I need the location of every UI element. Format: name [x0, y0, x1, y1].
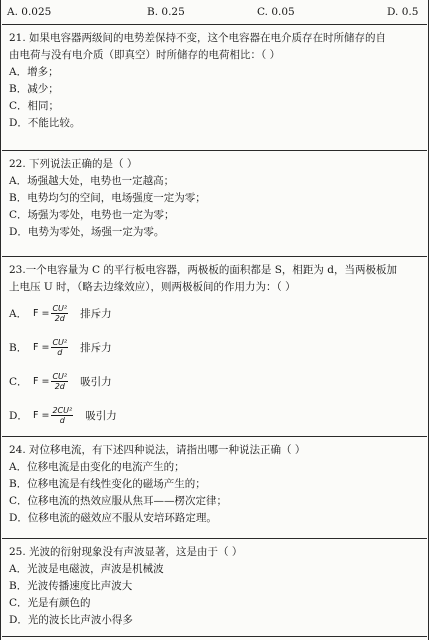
formula-lhs: F =	[33, 409, 50, 421]
option-label: A．	[9, 307, 28, 320]
numerator: CU²	[52, 371, 68, 381]
option-label: B．	[9, 341, 28, 354]
option-a: A. 0.025	[7, 6, 52, 18]
fraction	[51, 304, 68, 323]
option: A．场强越大处，电势也一定越高；	[9, 175, 175, 187]
formula-lhs: F =	[33, 341, 50, 353]
numerator: CU²	[52, 337, 68, 347]
divider	[2, 150, 427, 151]
option-b-row	[9, 330, 420, 364]
option-d-row	[9, 398, 420, 432]
formula	[33, 372, 68, 391]
denominator: d	[59, 415, 65, 425]
question-stem: 上电压 U 时，（略去边缘效应），则两极板间的作用力为：（ ）	[9, 281, 296, 293]
formula-lhs: F =	[33, 307, 50, 319]
option: D．位移电流的磁效应不服从安培环路定理。	[9, 512, 217, 524]
divider	[2, 24, 427, 25]
formula	[33, 304, 68, 323]
formula-lhs: F =	[33, 375, 50, 387]
divider	[2, 436, 427, 437]
denominator: 2d	[54, 313, 65, 323]
divider	[2, 256, 427, 257]
force-type: 吸引力	[80, 375, 112, 388]
divider	[2, 636, 427, 637]
fraction	[51, 406, 73, 425]
option: B．减少；	[9, 83, 59, 95]
force-type: 排斥力	[80, 341, 112, 354]
question-stem: 22. 下列说法正确的是（ ）	[9, 158, 138, 170]
option: A．光波是电磁波，声波是机械波	[9, 563, 164, 575]
question-25	[9, 544, 420, 629]
question-stem: 21. 如果电容器两级间的电势差保持不变，这个电容器在电介质存在时所储存的自	[9, 32, 387, 44]
fraction	[51, 338, 68, 357]
option: C．光是有颜色的	[9, 597, 91, 609]
option: D．光的波长比声波小得多	[9, 614, 133, 626]
option: C．场强为零处，电势也一定为零；	[9, 209, 175, 221]
option-c: C. 0.05	[257, 6, 295, 18]
option: D．电势为零处，场强一定为零。	[9, 226, 165, 238]
numerator: 2CU²	[52, 405, 73, 415]
option-d: D. 0.5	[387, 6, 419, 18]
option: D．不能比较。	[9, 117, 81, 129]
question-stem: 由电荷与没有电介质（即真空）时所储存的电荷相比：（ ）	[9, 49, 281, 61]
option-b: B. 0.25	[147, 6, 185, 18]
divider	[2, 538, 427, 539]
question-22	[9, 156, 420, 241]
formula	[33, 338, 68, 357]
force-type: 排斥力	[80, 307, 112, 320]
fraction	[51, 372, 68, 391]
previous-question-options	[7, 6, 422, 22]
question-23	[9, 262, 420, 432]
question-stem: 23.一个电容量为 C 的平行板电容器，两极板的面积都是 S，相距为 d，当两极板加	[9, 264, 397, 276]
numerator: CU²	[52, 303, 68, 313]
option-label: C．	[9, 375, 28, 388]
denominator: 2d	[54, 381, 65, 391]
option: A．位移电流是由变化的电流产生的；	[9, 461, 185, 473]
question-24	[9, 442, 420, 527]
option: B．位移电流是有线性变化的磁场产生的；	[9, 478, 206, 490]
option: B．光波传播速度比声波大	[9, 580, 133, 592]
option-c-row	[9, 364, 420, 398]
question-stem: 25. 光波的衍射现象没有声波显著，这是由于（ ）	[9, 546, 243, 558]
question-21	[9, 30, 420, 132]
option: A．增多；	[9, 66, 59, 78]
option: C．位移电流的热效应服从焦耳——楞次定律；	[9, 495, 228, 507]
formula	[33, 406, 73, 425]
force-type: 吸引力	[85, 409, 117, 422]
option: C．相同；	[9, 100, 60, 112]
option-a-row	[9, 296, 420, 330]
denominator: d	[57, 347, 63, 357]
question-stem: 24. 对位移电流，有下述四种说法，请指出哪一种说法正确（ ）	[9, 444, 306, 456]
option: B．电势均匀的空间，电场强度一定为零；	[9, 192, 206, 204]
option-label: D．	[9, 409, 28, 422]
